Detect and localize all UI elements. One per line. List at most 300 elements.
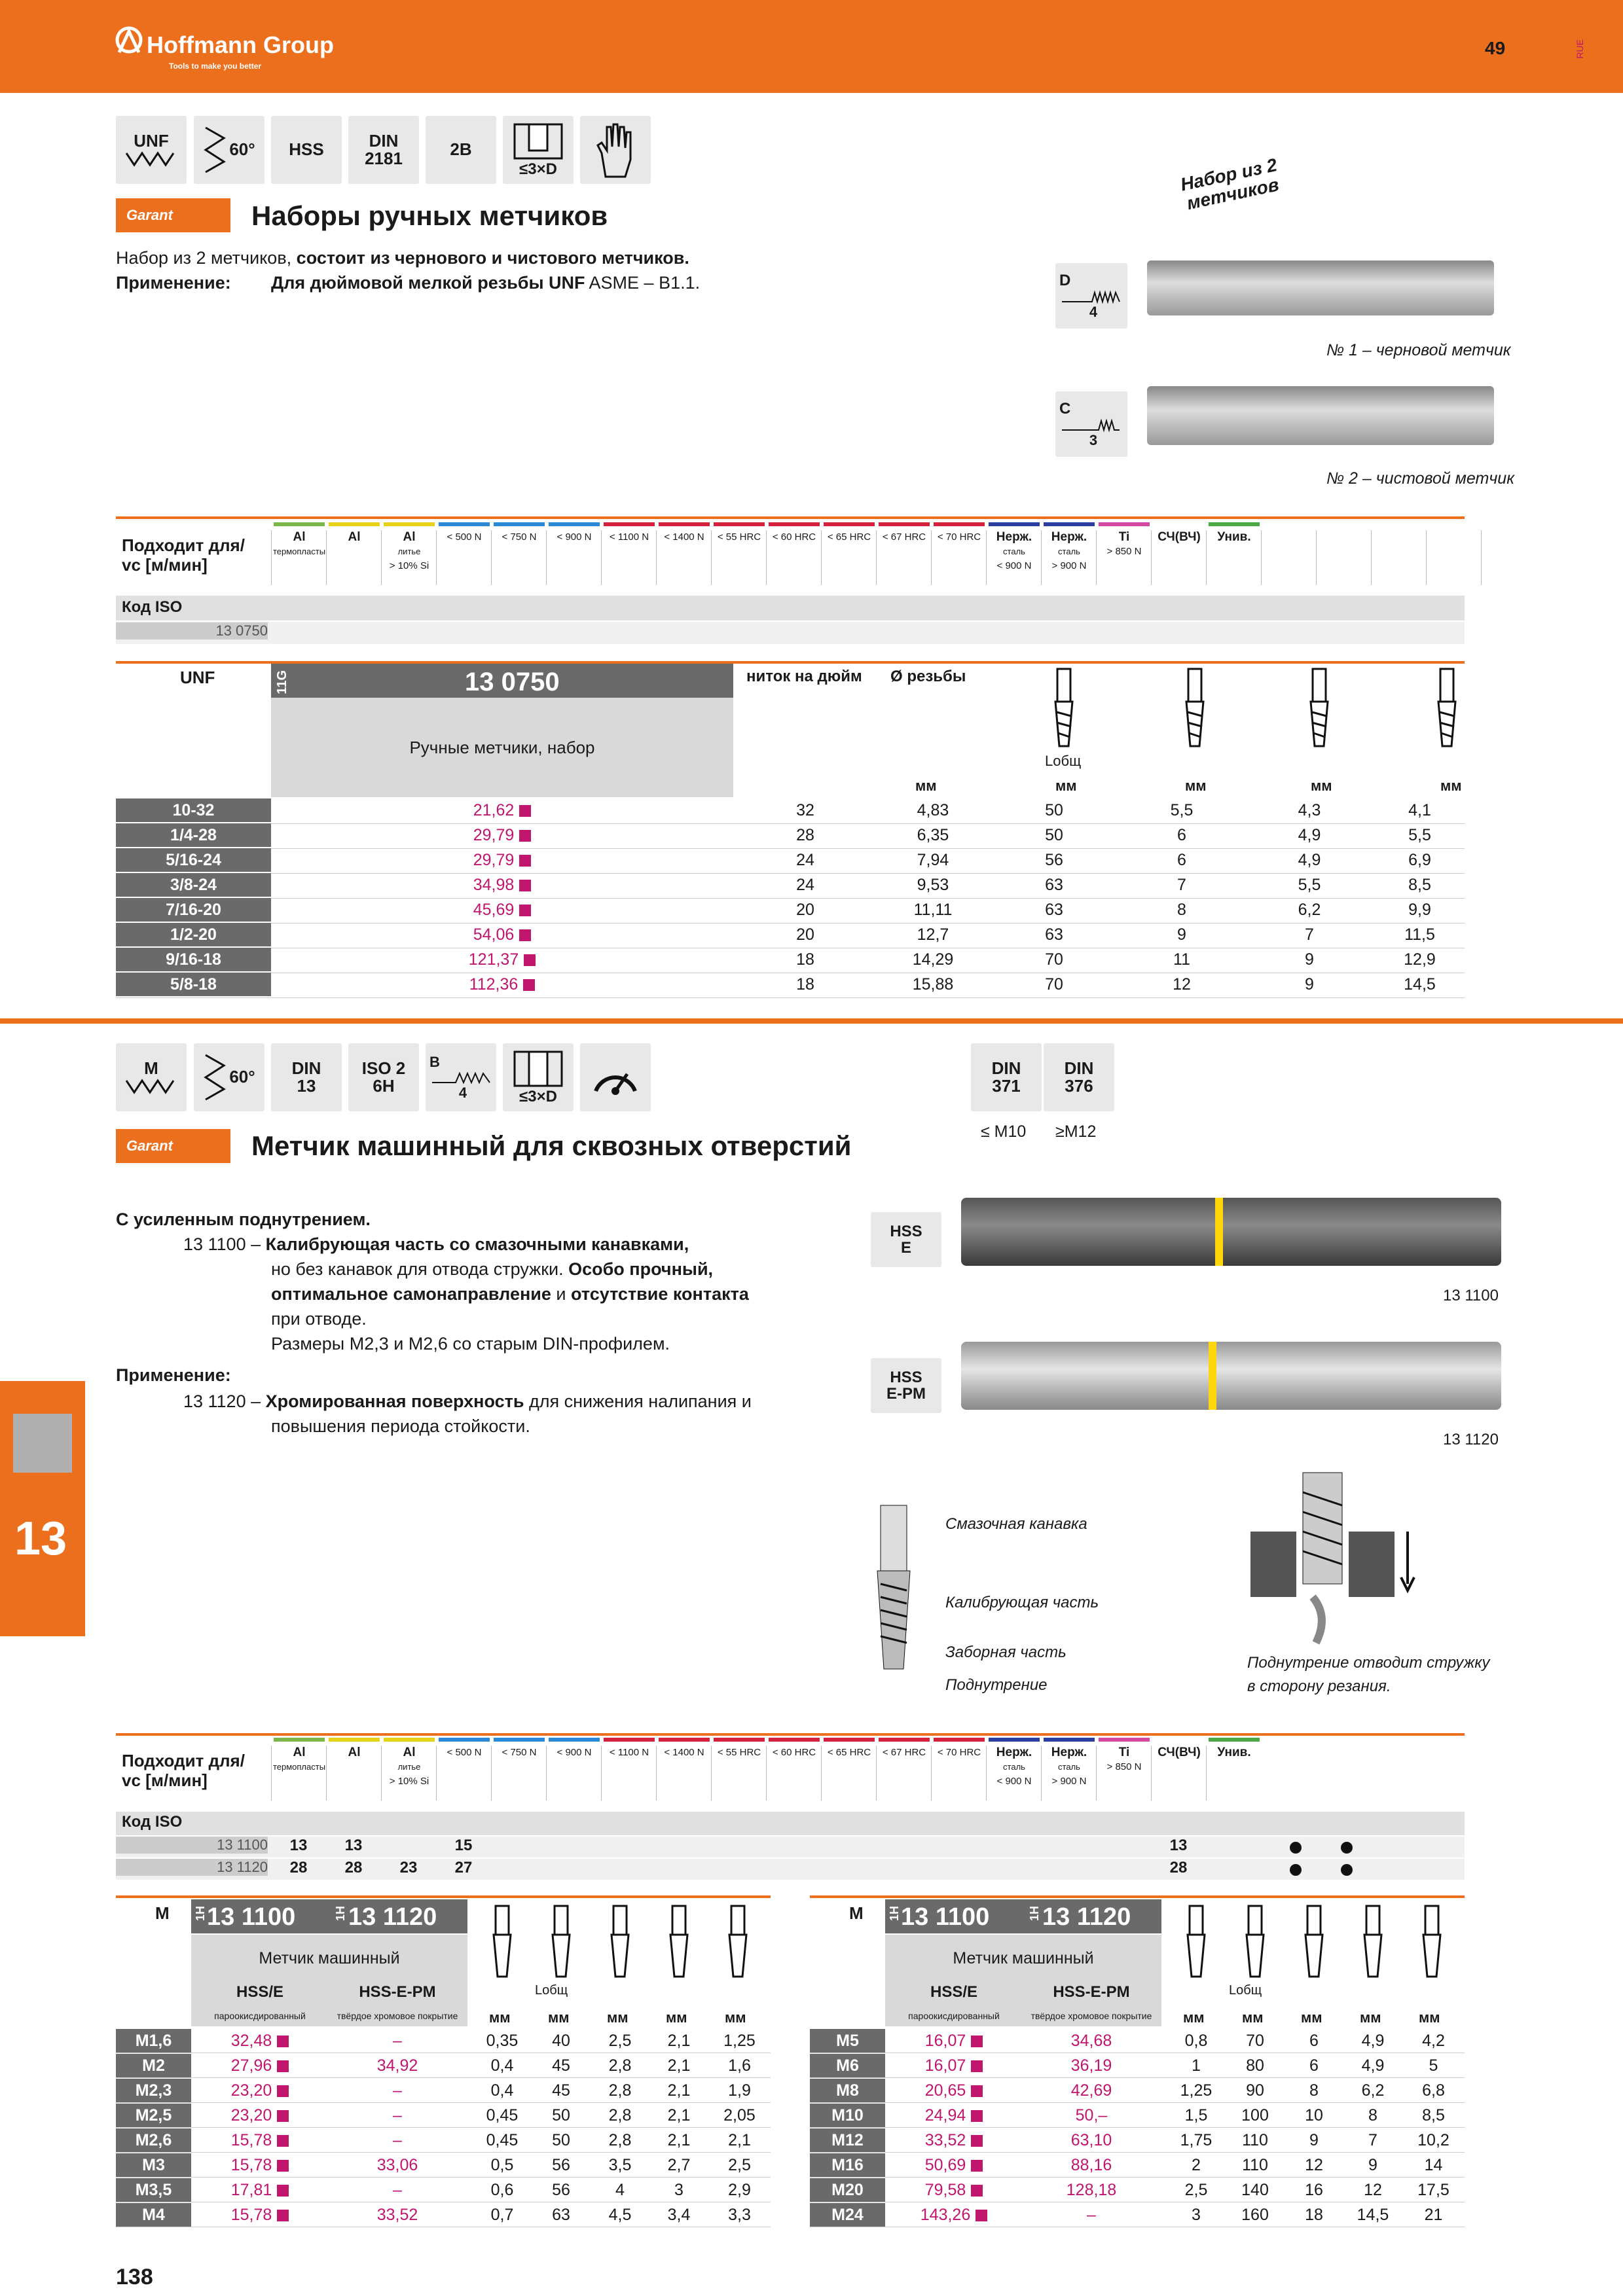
lobsh-label: Lобщ: [535, 1983, 568, 1998]
badge-text: Набор из 2 метчиков: [1178, 154, 1281, 214]
value-text: 9,9: [1408, 901, 1431, 919]
material-column-header: [1151, 1746, 1207, 1801]
table1-product-header: [271, 698, 733, 797]
price-text: 50,–: [1075, 2106, 1108, 2125]
table-row: [116, 2177, 771, 2178]
suit2-row-label: 13 1100: [116, 1837, 268, 1854]
price-text: 34,98: [473, 876, 515, 894]
material-sub: сталь: [1003, 547, 1025, 556]
material-column-header: [711, 530, 767, 585]
tolerance-label: 1H: [888, 1906, 901, 1922]
icon-sub: 4: [458, 1085, 467, 1101]
material-name: Ti: [1118, 1746, 1130, 1759]
value-text: 2,1: [667, 2131, 691, 2149]
icon-label: DIN: [991, 1058, 1021, 1078]
material-strength: < 900 N: [996, 1776, 1032, 1787]
din376-icon: [1044, 1043, 1114, 1111]
availability-marker: [277, 2185, 289, 2197]
dimension-value: [473, 2153, 532, 2177]
dimension-value: [1120, 798, 1244, 822]
price-text: 20,65: [924, 2081, 966, 2100]
value-text: 28: [796, 826, 814, 844]
page-number: 138: [116, 2265, 153, 2289]
coating-1: пароокисдированный: [214, 2011, 306, 2021]
material-name: Al: [293, 1746, 306, 1759]
material-name: Унив.: [1217, 1746, 1251, 1759]
price: [191, 2128, 329, 2152]
set-badge: [1163, 152, 1299, 217]
dimension-value: [1343, 2128, 1402, 2152]
section2-line1: С усиленным поднутрением.: [116, 1210, 371, 1229]
suit2-value: 13: [289, 1837, 308, 1854]
icon-label: DIN: [369, 130, 399, 151]
availability-marker: [524, 954, 536, 966]
dimension-value: [591, 2054, 649, 2077]
dimension-value: [1167, 2153, 1226, 2177]
thread-size-text: M20: [831, 2181, 864, 2199]
label-groove: Смазочная канавка: [945, 1515, 1087, 1533]
unit-label: мм: [1440, 778, 1462, 794]
material-color-bar: [934, 1738, 985, 1742]
material-color-bar: [549, 1738, 600, 1742]
price-text: 128,18: [1066, 2181, 1117, 2199]
material-column-header: [1206, 1746, 1262, 1801]
material-color-bar: [1154, 522, 1205, 526]
dimension-value: [1244, 848, 1375, 872]
table-row: [810, 2152, 1465, 2153]
value-text: 1,75: [1180, 2131, 1213, 2149]
material-column-header: [1426, 530, 1482, 585]
availability-marker: [971, 2036, 983, 2047]
price: [271, 873, 733, 897]
tolerance-icon: [426, 116, 496, 184]
table2-top-line: [810, 1895, 1465, 1898]
material-sub: сталь: [1003, 1762, 1025, 1772]
value-text: 7: [1305, 925, 1314, 944]
suit1-row-label: 13 0750: [116, 622, 268, 639]
dimension-value: [1120, 873, 1244, 897]
desc-text: Набор из 2 метчиков,: [116, 248, 297, 268]
dimension-value: [708, 2079, 771, 2102]
dimension-value: [1244, 823, 1375, 847]
unit-label: мм: [489, 2009, 511, 2026]
material-sub: сталь: [1058, 1762, 1080, 1772]
value-text: 2,8: [608, 2056, 632, 2075]
price: [885, 2153, 1023, 2177]
thread-size-text: 1/4-28: [170, 826, 217, 844]
dimension-value: [591, 2128, 649, 2152]
tool1-code: 13 1100: [1443, 1287, 1499, 1304]
material-sub: термопласты: [272, 547, 326, 556]
thread-size-text: 5/8-18: [170, 975, 217, 994]
dimension-value: [1402, 2178, 1465, 2202]
dimension-value: [1402, 2128, 1465, 2152]
dimension-value: [591, 2153, 649, 2177]
thread-size: [810, 2079, 885, 2102]
value-text: 20: [796, 901, 814, 919]
material-1: HSS/E: [236, 1983, 284, 2001]
dimension-value: [1244, 973, 1375, 996]
material-name: Нерж.: [996, 530, 1032, 544]
price-text: 112,36: [469, 975, 519, 994]
value-text: 4,2: [1422, 2032, 1445, 2050]
product-name: Ручные метчики, набор: [409, 737, 595, 757]
dimension-value: [1120, 973, 1244, 996]
value-text: 2,1: [728, 2131, 751, 2149]
thread-size: [810, 2054, 885, 2077]
availability-marker: [277, 2135, 289, 2147]
value-text: 7: [1368, 2131, 1377, 2149]
material-column-header: [546, 1746, 602, 1801]
availability-marker: [519, 880, 531, 891]
thread-size-text: M16: [831, 2156, 864, 2174]
dimension-value: [989, 898, 1120, 922]
iso2-icon: [348, 1043, 419, 1111]
dimension-value: [649, 2029, 708, 2053]
dimension-value: [708, 2104, 771, 2127]
suitability-dot: [1290, 1842, 1302, 1854]
value-text: 8: [1368, 2106, 1377, 2125]
product-name: Метчик машинный: [259, 1949, 400, 1967]
thread-size-text: M2,3: [135, 2081, 172, 2100]
thread-size: [810, 2104, 885, 2127]
icon-sub: 2181: [365, 149, 403, 168]
material-color-bar: [879, 522, 930, 526]
price: [885, 2203, 1023, 2227]
value-text: 10,2: [1417, 2131, 1450, 2149]
material-strength: < 70 HRC: [937, 1747, 981, 1758]
section-divider: [0, 1018, 1623, 1024]
thread-size-text: M3: [142, 2156, 165, 2174]
value-text: 56: [552, 2181, 570, 2199]
price-text: 23,20: [230, 2106, 272, 2125]
value-text: 9: [1309, 2131, 1319, 2149]
dimension-value: [1343, 2054, 1402, 2077]
dimension-value: [591, 2104, 649, 2127]
price: [329, 2029, 466, 2053]
value-text: 12: [1305, 2156, 1323, 2174]
value-text: 63: [1045, 876, 1063, 894]
material-column-header: [1041, 1746, 1097, 1801]
dimension-value: [733, 873, 877, 897]
table-row: [810, 2127, 1465, 2128]
dimension-value: [733, 948, 877, 971]
value-text: 4,1: [1408, 801, 1431, 819]
price-text: 32,48: [230, 2032, 272, 2050]
value-text: 70: [1045, 950, 1063, 969]
drill-icon: [13, 1414, 72, 1473]
dimension-value: [1167, 2178, 1226, 2202]
thread-size-text: 5/16-24: [166, 851, 221, 869]
depth-icon: [503, 116, 574, 184]
suit1-top-line: [116, 516, 1465, 519]
dimension-icon: [545, 1903, 577, 1982]
value-text: 0,4: [490, 2056, 514, 2075]
suit2-value: 13: [344, 1837, 363, 1854]
material-color-bar: [879, 1738, 930, 1742]
value-text: 7,94: [917, 851, 949, 869]
value-text: 9: [1177, 925, 1186, 944]
dimension-value: [532, 2203, 591, 2227]
value-text: 3,5: [608, 2156, 632, 2174]
metric-thread-icon: [116, 1043, 187, 1111]
chamfer-form-b-icon: [426, 1043, 496, 1111]
value-text: 1,25: [1180, 2081, 1213, 2100]
value-text: 0,35: [486, 2032, 519, 2050]
dimension-value: [733, 798, 877, 822]
suit2-iso-row: [116, 1812, 1465, 1835]
page-number-top: 49: [1485, 38, 1506, 58]
din376-range: ≥M12: [1055, 1122, 1097, 1141]
value-text: 9: [1368, 2156, 1377, 2174]
material-column-header: [1041, 530, 1097, 585]
icon-sub: 371: [992, 1076, 1021, 1096]
thread-size: [116, 2153, 191, 2177]
tolerance-label: 1H: [334, 1906, 347, 1922]
price-text: 15,78: [230, 2206, 272, 2224]
dimension-value: [1120, 823, 1244, 847]
price: [271, 848, 733, 872]
suit2-value: 15: [454, 1837, 473, 1854]
dimension-value: [708, 2029, 771, 2053]
thread-size-text: 1/2-20: [170, 925, 217, 944]
material-column-header: [436, 1746, 492, 1801]
icon-sub: 6H: [373, 1076, 395, 1096]
material-column-header: [1261, 530, 1317, 585]
value-text: 5: [1429, 2056, 1438, 2075]
dimension-value: [1244, 873, 1375, 897]
material-name: Al: [348, 530, 361, 544]
thread-size: [116, 923, 271, 946]
material-color-bar: [769, 522, 820, 526]
thread-size-text: M2: [142, 2056, 165, 2075]
brand-name: Hoffmann Group: [147, 31, 334, 58]
suit1-iso-row: [116, 596, 1465, 620]
value-text: 0,45: [486, 2131, 519, 2149]
value-text: 4: [615, 2181, 625, 2199]
dimension-value: [1285, 2203, 1343, 2227]
availability-marker: [519, 805, 531, 817]
material-color-bar: [659, 1738, 710, 1742]
value-text: 5,5: [1298, 876, 1321, 894]
value-text: 14,5: [1357, 2206, 1389, 2224]
value-text: 0,5: [490, 2156, 514, 2174]
value-text: 9: [1305, 950, 1314, 969]
value-text: 5,5: [1408, 826, 1431, 844]
material-strength: > 850 N: [1106, 546, 1142, 557]
thread-size: [810, 2128, 885, 2152]
dimension-value: [1244, 923, 1375, 946]
unit-label: мм: [1311, 778, 1332, 794]
article-2: 13 1120: [348, 1903, 437, 1931]
price-text: 16,07: [924, 2032, 966, 2050]
section2-line6: Размеры М2,3 и М2,6 со старым DIN-профилем.: [271, 1334, 670, 1354]
suit2-value: 28: [1169, 1859, 1188, 1876]
dimension-icon: [1431, 666, 1463, 751]
suit-hdr2: vc [м/мин]: [122, 555, 208, 575]
dimension-value: [532, 2079, 591, 2102]
thread-size-text: M2,5: [135, 2106, 172, 2125]
icon-label: 2B: [450, 139, 472, 160]
dimension-value: [591, 2029, 649, 2053]
material-color-bar: [439, 522, 490, 526]
material-strength: < 750 N: [501, 1747, 537, 1758]
material-name: Нерж.: [1051, 530, 1087, 544]
price-text: –: [1087, 2206, 1096, 2224]
dimension-value: [989, 848, 1120, 872]
article-1: 13 1100: [207, 1903, 296, 1931]
unit-label: мм: [725, 2009, 746, 2026]
price-text: 27,96: [230, 2056, 272, 2075]
material-column-header: [821, 530, 877, 585]
suit-hdr1: Подходит для/: [122, 1751, 245, 1770]
tap-13-1100-image: [961, 1198, 1501, 1266]
thread-size-text: M2,6: [135, 2131, 172, 2149]
dimension-value: [1226, 2178, 1285, 2202]
price-text: 24,94: [924, 2106, 966, 2125]
thread-size: [116, 823, 271, 847]
dimension-value: [649, 2178, 708, 2202]
icon-sub: 13: [297, 1076, 316, 1096]
thread-size: [116, 2203, 191, 2227]
section2-line4: [271, 1282, 749, 1306]
availability-marker: [971, 2110, 983, 2122]
value-text: 24: [796, 876, 814, 894]
dimension-value: [708, 2054, 771, 2077]
thread-size: [116, 2104, 191, 2127]
hand-tap-icon: [580, 116, 651, 184]
dimension-value: [1343, 2104, 1402, 2127]
material-column-header: [656, 1746, 712, 1801]
material-strength: < 900 N: [556, 1747, 592, 1758]
thread-size: [116, 898, 271, 922]
suit2-value: 13: [1169, 1837, 1188, 1854]
material-strength: > 10% Si: [389, 1776, 429, 1787]
dimension-icon: [663, 1903, 695, 1982]
value-text: 2: [1192, 2156, 1201, 2174]
material-strength: < 67 HRC: [882, 531, 926, 543]
thread-size-text: 9/16-18: [166, 950, 221, 969]
suit1-value-row: [116, 622, 1465, 644]
price: [1023, 2104, 1160, 2127]
dimension-value: [1375, 973, 1465, 996]
material-strength: < 500 N: [447, 1747, 482, 1758]
dimension-icon: [1048, 666, 1080, 751]
value-text: 8,5: [1408, 876, 1431, 894]
thread-size: [116, 848, 271, 872]
chapter-number: 13: [14, 1513, 67, 1565]
dimension-value: [532, 2029, 591, 2053]
suit2-value: 28: [344, 1859, 363, 1876]
dimension-value: [989, 798, 1120, 822]
material-strength: < 900 N: [556, 531, 592, 543]
dimension-value: [1285, 2178, 1343, 2202]
thread-size-text: M3,5: [135, 2181, 172, 2199]
suit2-value: 27: [454, 1859, 473, 1876]
dimension-value: [989, 823, 1120, 847]
price: [329, 2203, 466, 2227]
value-text: 4,83: [917, 801, 949, 819]
thread-size-text: M5: [836, 2032, 859, 2050]
chamfer-letter: D: [1059, 271, 1071, 289]
material-name: Нерж.: [1051, 1746, 1087, 1759]
price: [271, 973, 733, 996]
value-text: 2,1: [667, 2056, 691, 2075]
depth-icon: [503, 1043, 574, 1111]
dimension-value: [473, 2079, 532, 2102]
section2-line2: [183, 1232, 689, 1257]
value-text: 70: [1246, 2032, 1264, 2050]
value-text: 1: [1192, 2056, 1201, 2075]
section2-app-label: Применение:: [116, 1365, 231, 1385]
availability-marker: [523, 979, 535, 991]
dimension-value: [1167, 2104, 1226, 2127]
dimension-value: [733, 848, 877, 872]
material-color-bar: [1044, 522, 1095, 526]
dimension-value: [1244, 798, 1375, 822]
material-strength: < 65 HRC: [827, 1747, 871, 1758]
material-color-bar: [824, 1738, 875, 1742]
thread-size-text: M12: [831, 2131, 864, 2149]
material-color-bar: [1209, 522, 1260, 526]
dimension-value: [473, 2029, 532, 2053]
tool2-code: 13 1120: [1443, 1431, 1499, 1448]
material-color-bar: [1374, 522, 1425, 526]
dimension-value: [1285, 2054, 1343, 2077]
dimension-value: [877, 798, 989, 822]
price: [329, 2079, 466, 2102]
price: [271, 948, 733, 971]
dimension-value: [733, 923, 877, 946]
material-column-header: [876, 1746, 932, 1801]
dimension-icon: [604, 1903, 636, 1982]
product-name: Метчик машинный: [953, 1949, 1094, 1967]
value-text: 9: [1305, 975, 1314, 994]
suitability-dot: [1341, 1864, 1353, 1876]
tpi-header: ниток на дюйм: [746, 668, 862, 685]
availability-marker: [277, 2160, 289, 2172]
value-text: 3: [1192, 2206, 1201, 2224]
material-color-bar: [1209, 1738, 1260, 1742]
material-column-header: [601, 1746, 657, 1801]
value-text: 2,7: [667, 2156, 691, 2174]
brand-logo-icon: [115, 26, 143, 54]
suitability-dot: [1290, 1864, 1302, 1876]
value-text: 5,5: [1170, 801, 1194, 819]
dimension-value: [1244, 898, 1375, 922]
price: [329, 2178, 466, 2202]
material-strength: > 900 N: [1051, 1776, 1087, 1787]
tap-section-diagram: [858, 1499, 930, 1695]
dimension-value: [1226, 2153, 1285, 2177]
availability-marker: [277, 2060, 289, 2072]
unit-label: мм: [1185, 778, 1207, 794]
material-strength: < 900 N: [996, 560, 1032, 571]
table1-article-header: [271, 664, 733, 698]
tolerance-label: 11G: [275, 670, 289, 694]
dimension-value: [877, 848, 989, 872]
material-strength: < 67 HRC: [882, 1747, 926, 1758]
dimension-value: [1375, 948, 1465, 971]
value-text: 32: [796, 801, 814, 819]
hss-e-label: [871, 1212, 941, 1267]
value-text: 14,29: [912, 950, 954, 969]
desc-bold: состоит из чернового и чистового метчиков.: [296, 248, 689, 268]
dimension-value: [1402, 2079, 1465, 2102]
icon-label: ISO 2: [361, 1058, 406, 1078]
value-text: 6,35: [917, 826, 949, 844]
value-text: 50: [1045, 801, 1063, 819]
